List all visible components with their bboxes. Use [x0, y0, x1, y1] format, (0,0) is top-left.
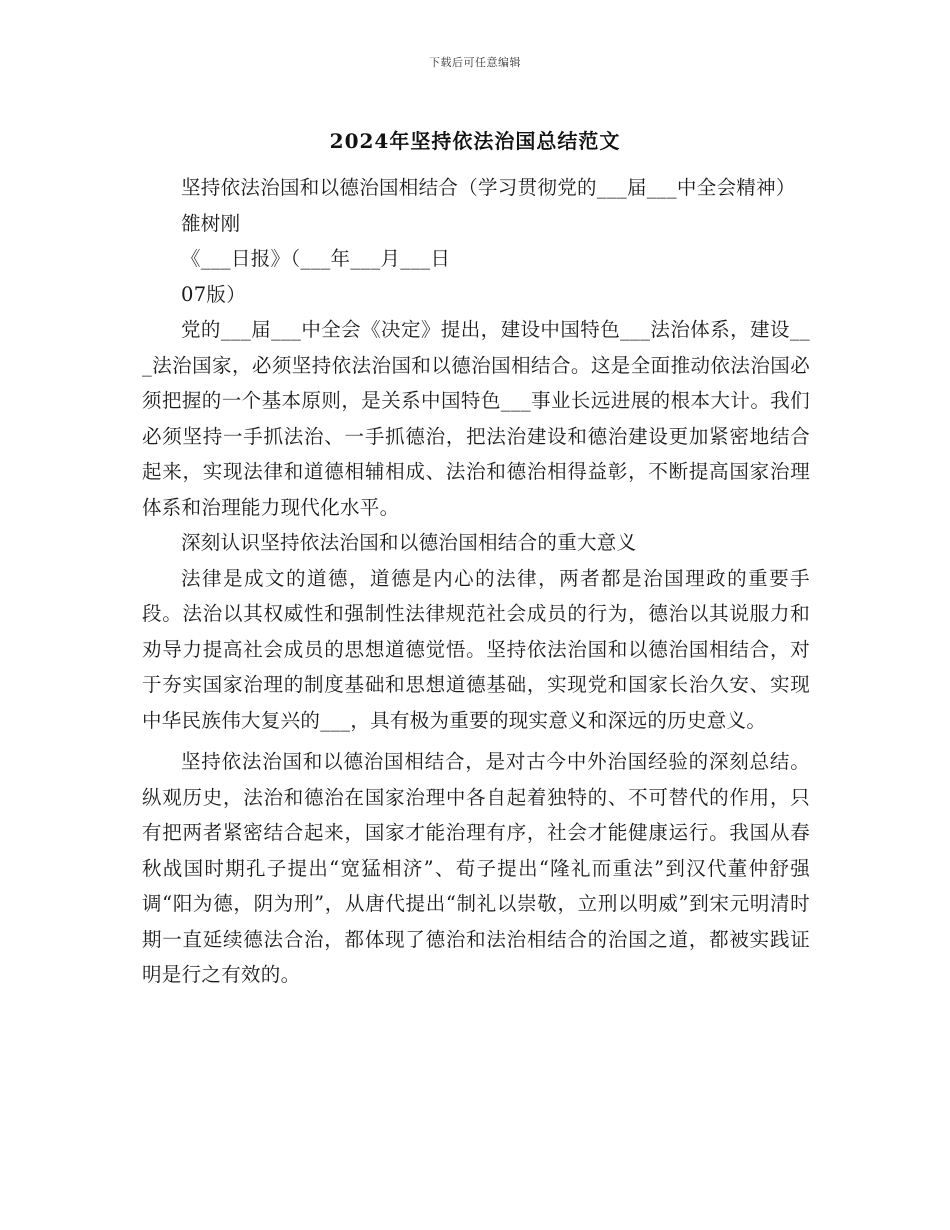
paragraph-intro: 党的___届___中全会《决定》提出，建设中国特色___法治体系，建设___法治国家，必须坚持依法治国和以德治国相结合。这是全面推动依法治国必须把握的一个基本原则，是关系中国特色___事业长远进展的根本大计。我们必须坚持一手抓法治、一手抓德治，把法治建设和德治建设更加紧密地结合起来，实现法律和道德相辅相成、法治和德治相得益彰，不断提高国家治理体系和治理能力现代化水平。	[142, 318, 810, 519]
paragraph-author: 雒树刚	[181, 211, 241, 235]
document-body	[142, 170, 810, 993]
paragraph-history: 坚持依法治国和以德治国相结合，是对古今中外治国经验的深刻总结。纵观历史，法治和德治在国家治理中各自起着独特的、不可替代的作用，只有把两者紧密结合起来，国家才能治理有序，社会才能健康运行。我国从春秋战国时期孔子提出“宽猛相济”、荀子提出“隆礼而重法”到汉代董仲舒强调“阳为德，阴为刑”，从唐代提出“制礼以崇敬，立刑以明威”到宋元明清时期一直延续德法合治，都体现了德治和法治相结合的治国之道，都被实践证明是行之有效的。	[142, 750, 810, 986]
paragraph-significance: 法律是成文的道德，道德是内心的法律，两者都是治国理政的重要手段。法治以其权威性和强制性法律规范社会成员的行为，德治以其说服力和劝导力提高社会成员的思想道德觉悟。坚持依法治国和以德治国相结合，对于夯实国家治理的制度基础和思想道德基础，实现党和国家长治久安、实现中华民族伟大复兴的___，具有极为重要的现实意义和深远的历史意义。	[142, 566, 810, 732]
section-heading: 深刻认识坚持依法治国和以德治国相结合的重大意义	[181, 531, 637, 554]
page-header-note: 下载后可任意编辑	[429, 56, 521, 69]
paragraph-edition: 07版）	[181, 282, 247, 306]
document-title: 2024年坚持依法治国总结范文	[329, 129, 621, 153]
paragraph-subtitle: 坚持依法治国和以德治国相结合（学习贯彻党的___届___中全会精神）	[181, 176, 796, 199]
paragraph-source: 《___日报》（___年___月___日	[181, 247, 451, 270]
